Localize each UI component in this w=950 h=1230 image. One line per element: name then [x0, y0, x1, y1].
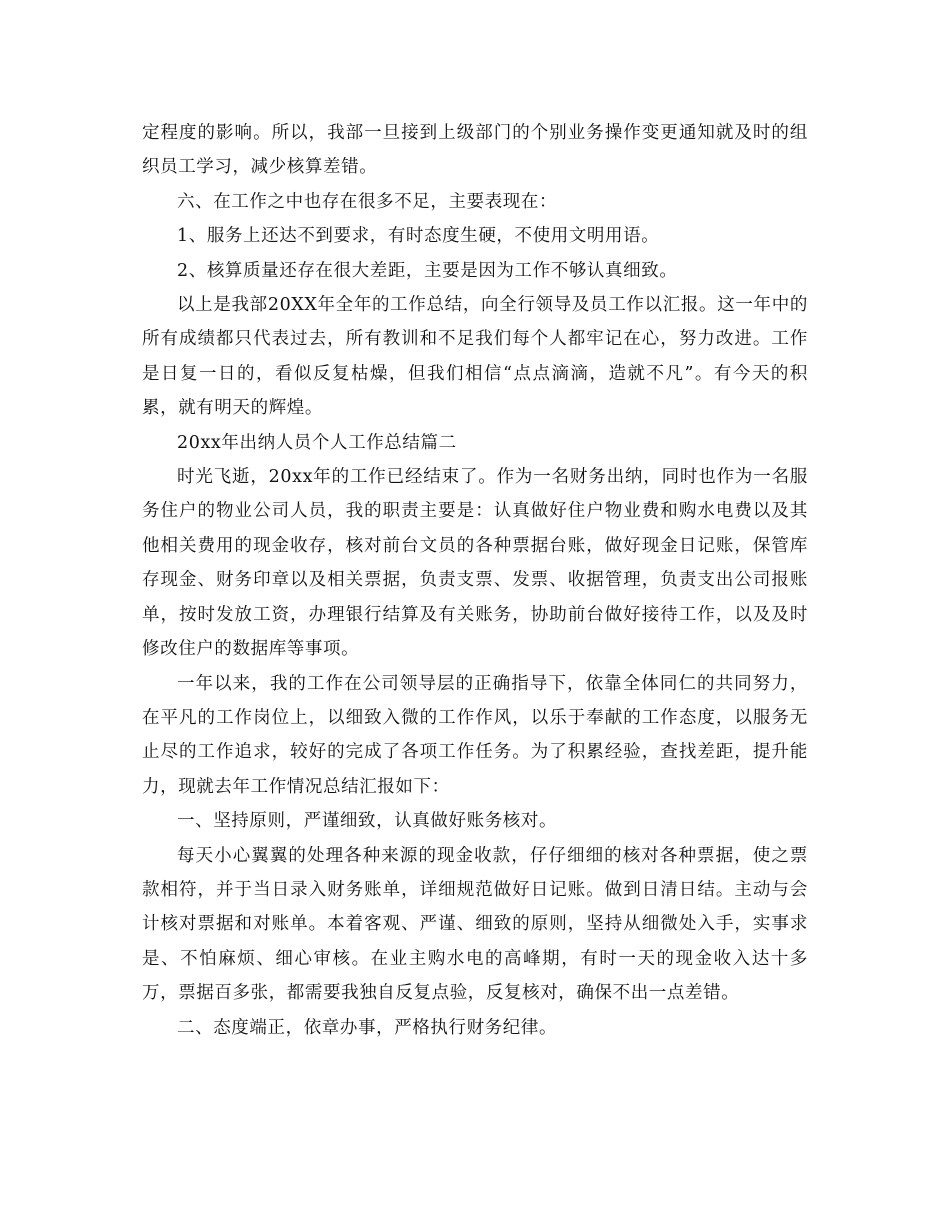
document-body [142, 116, 808, 1045]
paragraph-11: 二、态度端正，依章办事，严格执行财务纪律。 [177, 1017, 558, 1038]
paragraph-4: 2、核算质量还存在很大差距，主要是因为工作不够认真细致。 [177, 260, 678, 281]
paragraph-7: 时光飞逝，20xx年的工作已经结束了。作为一名财务出纳，同时也作为一名服务住户的物业公司人员，我的职责主要是：认真做好住户物业费和购水电费以及其他相关费用的现金收存，核对前台文员的各种票据台账，做好现金日记账，保管库存现金、财务印章以及相关票据，负责支票、发票、收据管理，负责支出公司报账单，按时发放工资，办理银行结算及有关账务，协助前台做好接待工作，以及及时修改住户的数据库等事项。 [142, 467, 808, 660]
paragraph-1: 定程度的影响。所以，我部一旦接到上级部门的个别业务操作变更通知就及时的组织员工学习，减少核算差错。 [142, 123, 808, 178]
paragraph-9: 一、坚持原则，严谨细致，认真做好账务核对。 [177, 811, 558, 832]
section-heading: 20xx年出纳人员个人工作总结篇二 [177, 432, 457, 453]
paragraph-10: 每天小心翼翼的处理各种来源的现金收款，仔仔细细的核对各种票据，使之票款相符，并于当日录入财务账单，详细规范做好日记账。做到日清日结。主动与会计核对票据和对账单。本着客观、严谨、细致的原则，坚持从细微处入手，实事求是、不怕麻烦、细心审核。在业主购水电的高峰期，有时一天的现金收入达十多万，票据百多张，都需要我独自反复点验，反复核对，确保不出一点差错。 [142, 845, 808, 1004]
paragraph-8: 一年以来，我的工作在公司领导层的正确指导下，依靠全体同仁的共同努力，在平凡的工作岗位上，以细致入微的工作作风，以乐于奉献的工作态度，以服务无止尽的工作追求，较好的完成了各项工作任务。为了积累经验，查找差距，提升能力，现就去年工作情况总结汇报如下： [142, 673, 808, 797]
paragraph-5: 以上是我部20XX年全年的工作总结，向全行领导及员工作以汇报。这一年中的所有成绩都只代表过去，所有教训和不足我们每个人都牢记在心，努力改进。工作是日复一日的，看似反复枯燥，但我们相信“点点滴滴，造就不凡”。有今天的积累，就有明天的辉煌。 [142, 295, 808, 419]
paragraph-2: 六、在工作之中也存在很多不足，主要表现在： [177, 191, 558, 212]
paragraph-3: 1、服务上还达不到要求，有时态度生硬，不使用文明用语。 [177, 226, 660, 247]
